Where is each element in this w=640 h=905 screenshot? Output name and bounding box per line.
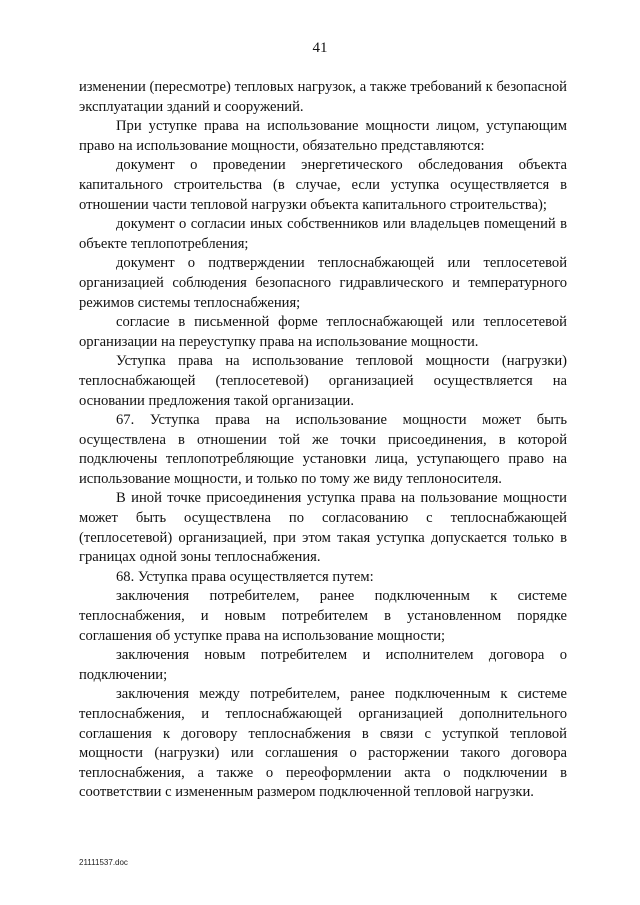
paragraph: согласие в письменной форме теплоснабжающей или теплосетевой организации на переуступку права на использование мощности. xyxy=(79,314,567,350)
paragraph-67: 67. Уступка права на использование мощности может быть осуществлена в отношении той же точки присоединения, в которой подключены теплопотребляющие установки лица, уступающего право на использование мощности, и только по тому же виду теплоносителя. xyxy=(79,412,567,487)
paragraph: заключения потребителем, ранее подключенным к системе теплоснабжения, и новым потребителем в установленном порядке соглашения об уступке права на использование мощности; xyxy=(79,588,567,644)
paragraph: заключения новым потребителем и исполнителем договора о подключении; xyxy=(79,647,567,683)
paragraph: заключения между потребителем, ранее подключенным к системе теплоснабжения, и теплоснабжающей организацией дополнительного соглашения к договору теплоснабжения в связи с уступкой тепловой мощности (нагрузки) или соглашения о расторжении такого договора теплоснабжения, а также о переоформлении акта о подключении в соответствии с измененным размером подключенной тепловой нагрузки. xyxy=(79,686,567,801)
paragraph-continuation: изменении (пересмотре) тепловых нагрузок, а также требований к безопасной эксплуатации зданий и сооружений. xyxy=(79,79,567,115)
page-number: 41 xyxy=(312,40,328,56)
footer-file-code: 21111537.doc xyxy=(79,858,128,867)
paragraph: В иной точке присоединения уступка права на пользование мощности может быть осуществлена по согласованию с теплоснабжающей (теплосетевой) организацией, при этом такая уступка допускается только в границах одной зоны теплоснабжения. xyxy=(79,490,567,566)
document-body xyxy=(79,78,567,803)
paragraph: При уступке права на использование мощности лицом, уступающим право на использование мощности, обязательно представляются: xyxy=(79,118,567,154)
paragraph: документ о подтверждении теплоснабжающей или теплосетевой организацией соблюдения безопасного гидравлического и температурного режимов системы теплоснабжения; xyxy=(79,255,567,311)
paragraph: документ о проведении энергетического обследования объекта капитального строительства (в случае, если уступка осуществляется в отношении части тепловой нагрузки объекта капитального строительства); xyxy=(79,157,567,213)
paragraph: документ о согласии иных собственников или владельцев помещений в объекте теплопотребления; xyxy=(79,216,567,252)
paragraph-68: 68. Уступка права осуществляется путем: xyxy=(116,568,374,585)
paragraph: Уступка права на использование тепловой мощности (нагрузки) теплоснабжающей (теплосетевой) организацией осуществляется на основании предложения такой организации. xyxy=(79,353,567,409)
